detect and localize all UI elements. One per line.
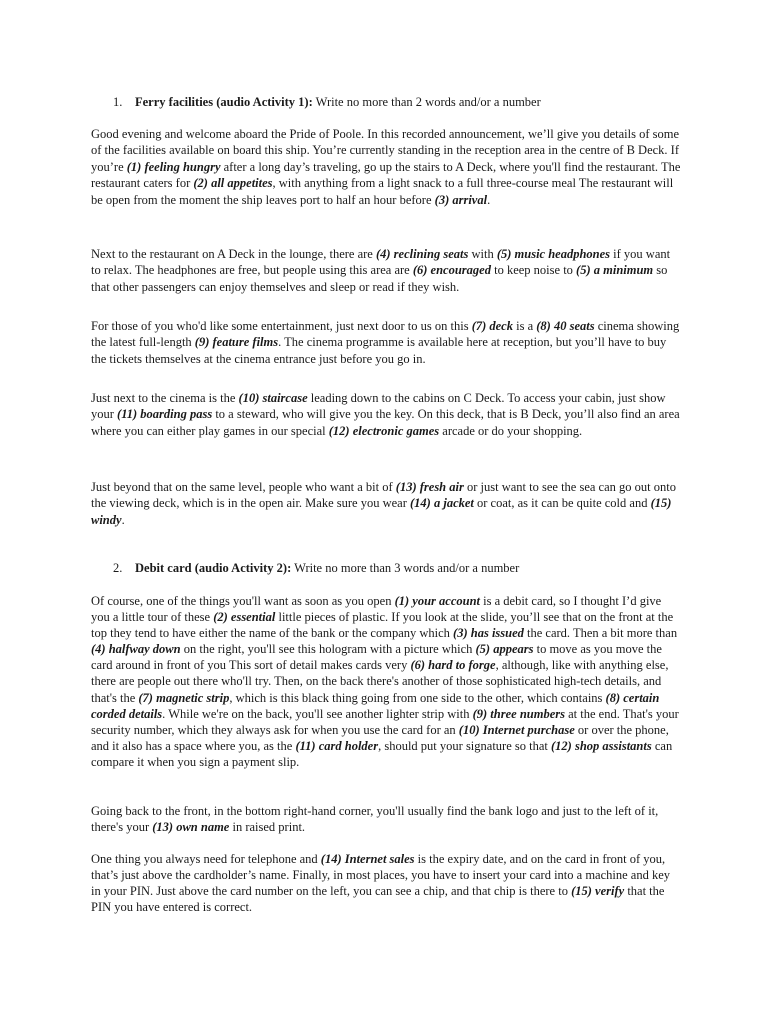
text-run: or over the phone, and it also has a space where you, as the xyxy=(91,722,669,753)
answer-text: (5) appears xyxy=(475,642,534,657)
section-heading-debit-card xyxy=(113,560,519,576)
text-run: Of course, one of the things you'll want as soon as you open xyxy=(91,594,395,608)
text-run: on the right, you'll see this hologram with a picture which xyxy=(180,642,476,657)
answer-text: (3) arrival xyxy=(434,192,488,207)
answer-text: (9) feature films xyxy=(194,335,279,350)
paragraph xyxy=(91,318,681,367)
text-run: Going back to the front, in the bottom right-hand corner, you'll usually find the bank logo and just to the left of it, there's your xyxy=(91,804,659,835)
answer-text: (3) has issued xyxy=(453,626,524,641)
text-run: to a steward, who will give you the key. On this deck, that is B Deck, you’ll also find an area where you can either play games in our special xyxy=(91,407,680,438)
text-run: so that other passengers can enjoy themselves and sleep or read if they wish. xyxy=(91,263,668,294)
text-run: One thing you always need for telephone and xyxy=(91,852,321,866)
answer-text: (2) all appetites xyxy=(193,176,273,191)
paragraph xyxy=(91,479,681,528)
answer-text: (12) electronic games xyxy=(328,423,440,438)
paragraph xyxy=(91,803,681,835)
text-run: in raised print. xyxy=(229,820,306,835)
answer-text: (2) essential xyxy=(213,610,276,625)
text-run: cinema showing the latest full-length xyxy=(91,319,680,350)
answer-text: (8) 40 seats xyxy=(536,319,595,333)
answer-text: (13) own name xyxy=(152,820,230,835)
paragraph xyxy=(91,390,681,439)
text-run: or coat, as it can be quite cold and xyxy=(473,496,651,511)
answer-text: (8) certain corded details xyxy=(91,690,660,721)
text-run: leading down to the cabins on C Deck. To access your cabin, just show your xyxy=(91,391,666,422)
section-number: 1. xyxy=(113,95,123,109)
answer-text: (1) feeling hungry xyxy=(126,159,221,174)
answer-text: (14) Internet sales xyxy=(320,852,415,866)
section-number: 2. xyxy=(113,561,123,575)
text-run: , should put your signature so that xyxy=(378,738,551,753)
answer-text: (1) your account xyxy=(394,594,481,608)
text-run: or just want to see the sea can go out onto the viewing deck, which is in the open air. Make sure you wear xyxy=(91,480,676,511)
text-run: at the end. That's your security number, which they always ask for when you use the card for an xyxy=(91,706,679,737)
paragraph xyxy=(91,851,681,915)
text-run: is a xyxy=(512,319,537,333)
section-instruction: Write no more than 3 words and/or a number xyxy=(294,561,520,575)
text-run: is a debit card, so I thought I’d give you a little tour of these xyxy=(91,594,662,625)
text-run: . xyxy=(121,512,125,527)
text-run: Next to the restaurant on A Deck in the lounge, there are xyxy=(91,247,376,261)
section-title: Ferry facilities (audio Activity 1): xyxy=(135,95,313,109)
text-run: , with anything from a light snack to a full three-course meal The restaurant will be open from the moment the ship leaves port to half an hour before xyxy=(91,176,674,207)
answer-text: (7) magnetic strip xyxy=(138,690,230,705)
answer-text: (4) reclining seats xyxy=(375,247,469,261)
text-run: , which is this black thing going from one side to the other, which contains xyxy=(229,690,606,705)
text-run: to move as you move the card around in front of you This sort of detail makes cards very xyxy=(91,642,662,673)
text-run: with xyxy=(468,247,497,261)
text-run: . The cinema programme is available here at reception, but you’ll have to buy the tickets themselves at the cinema entrance just before you go in. xyxy=(91,335,667,366)
answer-text: (13) fresh air xyxy=(395,480,464,494)
text-run: little pieces of plastic. If you look at the slide, you’ll see that on the front at the top they tend to have either the name of the bank or the company which xyxy=(91,610,674,641)
answer-text: (15) windy xyxy=(91,496,672,527)
text-run: the card. Then a bit more than xyxy=(523,626,678,641)
text-run: arcade or do your shopping. xyxy=(439,423,583,438)
answer-text: (10) Internet purchase xyxy=(458,722,575,737)
text-run: , although, like with anything else, there are people out there who'll try. Then, on the back there's another of those sophisticated high-tech details, and that's the xyxy=(91,658,669,705)
paragraph xyxy=(91,593,681,770)
text-run: to keep noise to xyxy=(490,263,577,278)
answer-text: (7) deck xyxy=(471,319,513,333)
text-run: Just next to the cinema is the xyxy=(91,391,239,405)
answer-text: (15) verify xyxy=(571,884,625,899)
answer-text: (5) a minimum xyxy=(576,263,654,278)
answer-text: (4) halfway down xyxy=(91,642,181,657)
text-run: that the PIN you have entered is correct. xyxy=(91,884,665,915)
answer-text: (6) hard to forge xyxy=(410,658,496,673)
answer-text: (10) staircase xyxy=(238,391,308,405)
paragraph xyxy=(91,126,681,208)
answer-text: (6) encouraged xyxy=(412,263,491,278)
text-run: . xyxy=(487,192,491,207)
answer-text: (12) shop assistants xyxy=(551,738,652,753)
answer-text: (14) a jacket xyxy=(410,496,474,511)
answer-text: (5) music headphones xyxy=(496,247,611,261)
text-run: is the expiry date, and on the card in front of you, that’s just above the cardholder’s name. Finally, in most places, you have to insert your card into a machine and key in your PIN. Just above the card number on the left, you can see a chip, and that chip is there to xyxy=(91,852,671,899)
text-run: For those of you who'd like some entertainment, just next door to us on this xyxy=(91,319,472,333)
text-run: can compare it when you sign a payment slip. xyxy=(91,738,673,769)
text-run: if you want to relax. The headphones are free, but people using this area are xyxy=(91,247,671,278)
paragraph xyxy=(91,246,681,295)
answer-text: (11) boarding pass xyxy=(117,407,213,422)
text-run: Good evening and welcome aboard the Pride of Poole. In this recorded announcement, we’ll give you details of some of the facilities available on board this ship. You’re currently standing in the reception area in the centre of B Deck. If you’re xyxy=(91,127,680,174)
section-title: Debit card (audio Activity 2): xyxy=(135,561,292,575)
answer-text: (9) three numbers xyxy=(472,706,565,721)
section-instruction: Write no more than 2 words and/or a number xyxy=(315,95,541,109)
text-run: Just beyond that on the same level, people who want a bit of xyxy=(91,480,396,494)
answer-text: (11) card holder xyxy=(295,738,379,753)
section-heading-ferry xyxy=(113,94,541,110)
text-run: after a long day’s traveling, go up the stairs to A Deck, where you'll find the restaurant. The restaurant caters for xyxy=(91,159,681,191)
text-run: . While we're on the back, you'll see another lighter strip with xyxy=(162,706,473,721)
